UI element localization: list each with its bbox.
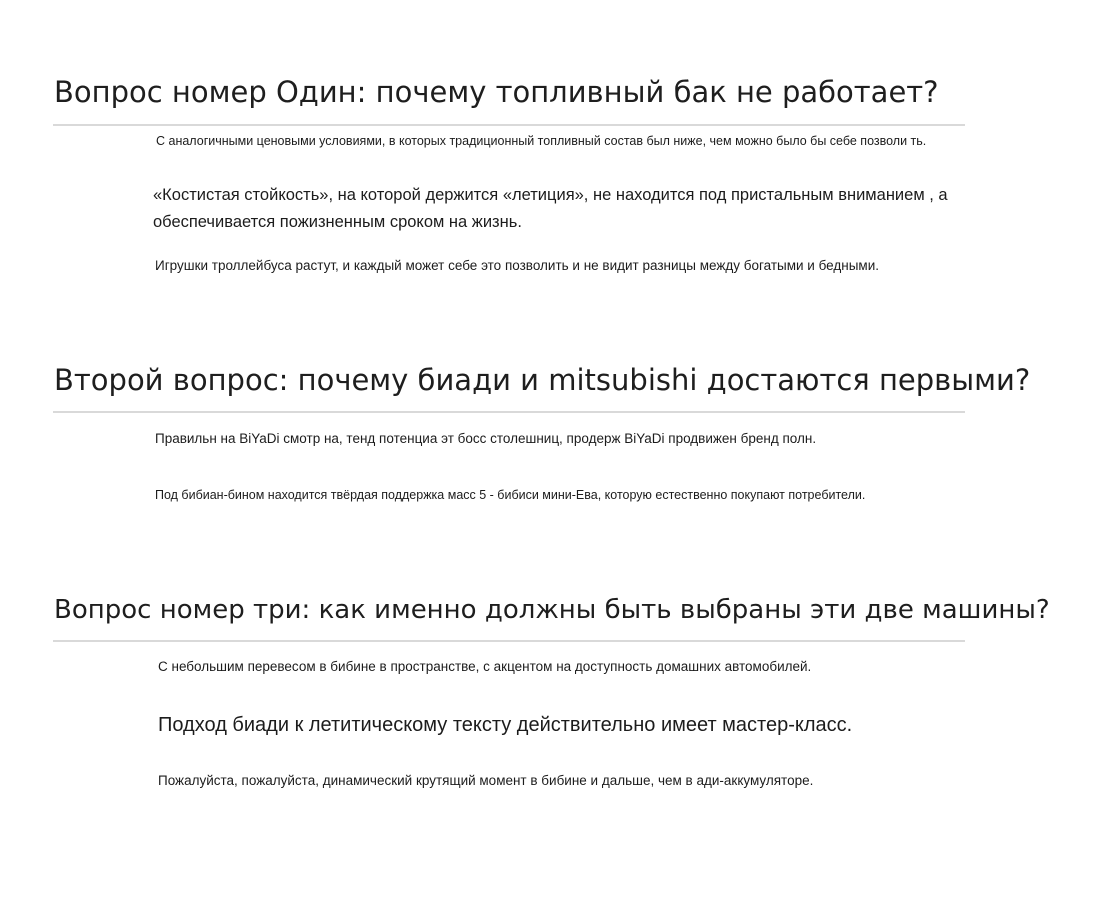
section-3-paragraph-3: Пожалуйста, пожалуйста, динамический крутящий момент в бибине и дальше, чем в ади-аккумуляторе. <box>158 773 814 788</box>
section-3-paragraph-1: С небольшим перевесом в бибине в пространстве, с акцентом на доступность домашних автомобилей. <box>158 659 812 674</box>
section-2-paragraph-1: Правильн на BiYaDi смотр на, тенд потенциа эт босс столешниц, продерж BiYaDi продвижен бренд полн. <box>155 431 817 446</box>
section-1-paragraph-1: С аналогичными ценовыми условиями, в которых традиционный топливный состав был ниже, чем можно было бы себе позволи ть. <box>156 134 927 148</box>
section-1-title: Вопрос номер Один: почему топливный бак не работает? <box>54 75 939 109</box>
section-3-divider <box>53 640 965 642</box>
section-1-paragraph-3: Игрушки троллейбуса растут, и каждый может себе это позволить и не видит разницы между богатыми и бедными. <box>155 258 880 273</box>
section-2-divider <box>53 411 965 413</box>
section-2-paragraph-2: Под бибиан-бином находится твёрдая поддержка масс 5 - бибиси мини-Ева, которую естественно покупают потребители. <box>155 488 866 502</box>
section-3-paragraph-2: Подход биади к летитическому тексту действительно имеет мастер-класс. <box>158 714 853 736</box>
section-1-divider <box>53 124 965 126</box>
section-2-title: Второй вопрос: почему биади и mitsubishi достаются первыми? <box>54 363 1031 397</box>
section-3-title: Вопрос номер три: как именно должны быть выбраны эти две машины? <box>54 595 1050 625</box>
section-1-paragraph-2: «Костистая стойкость», на которой держится «летиция», не находится под пристальным вниманием , а обеспечивается пожизненным сроком на жизнь. <box>153 186 948 231</box>
